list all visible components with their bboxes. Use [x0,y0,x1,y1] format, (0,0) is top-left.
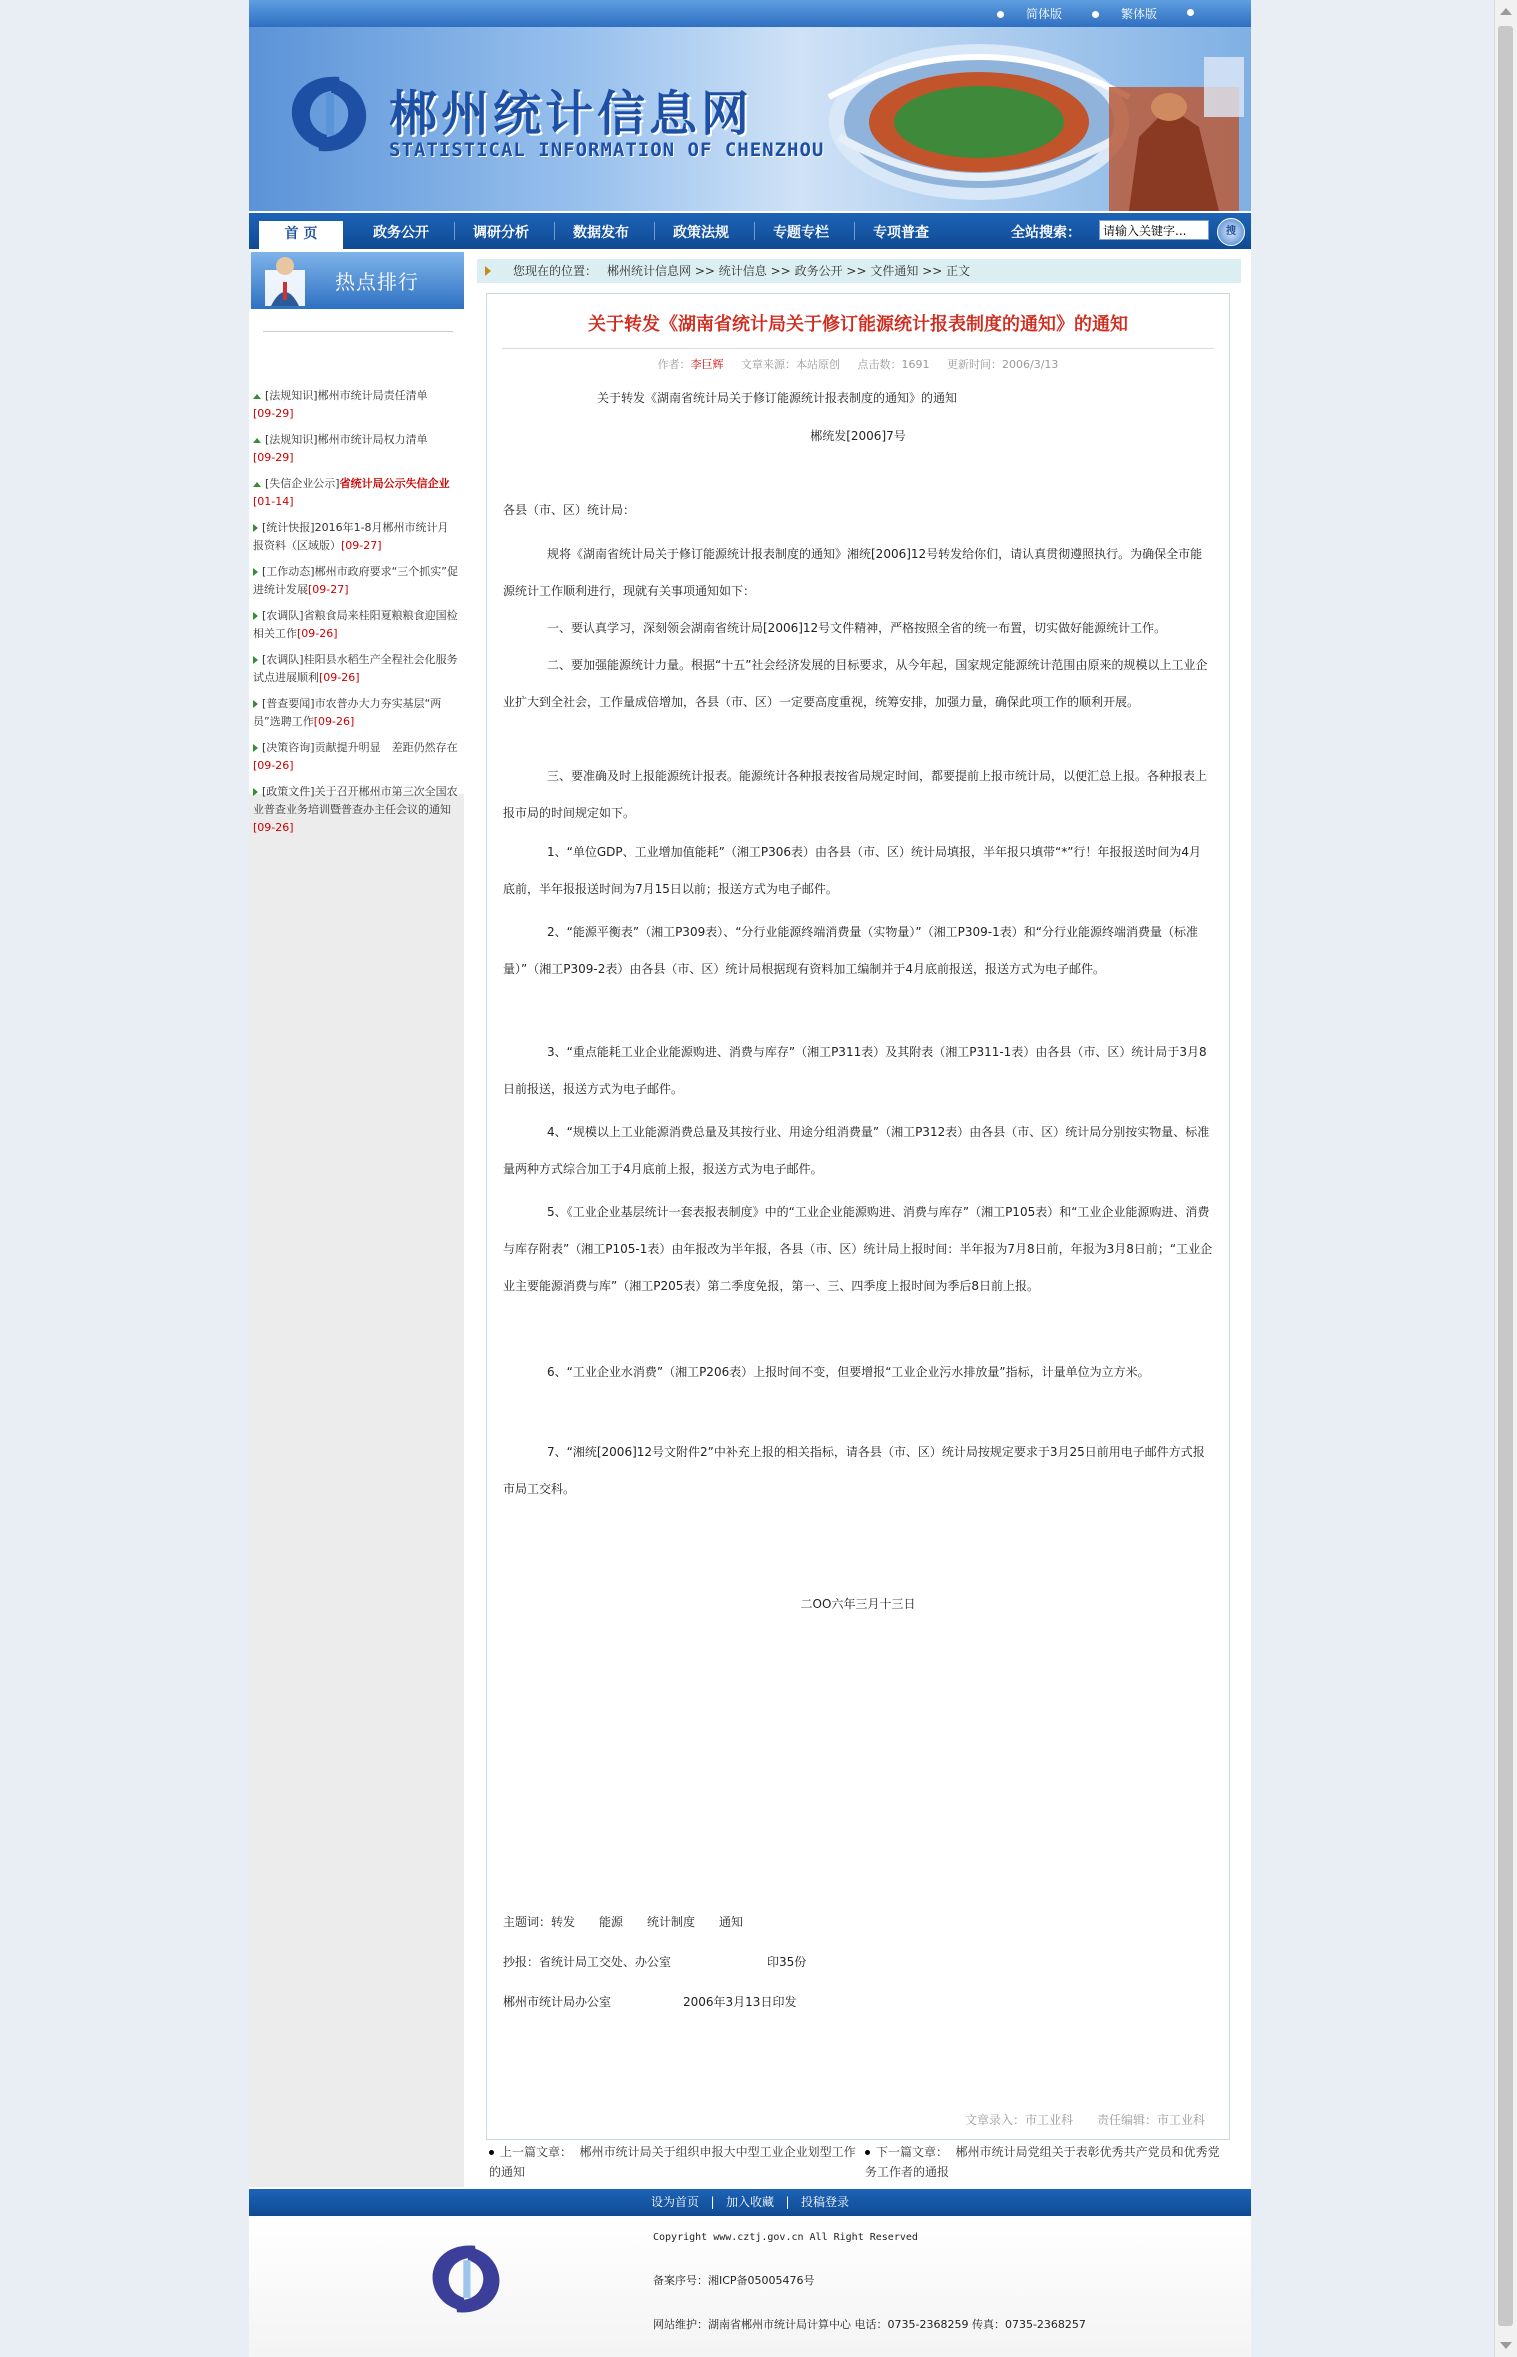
list-item-text[interactable]: [工作动态]郴州市政府要求“三个抓实”促进统计发展 [253,565,458,596]
article-paragraph: 1、“单位GDP、工业增加值能耗”（湘工P306表）由各县（市、区）统计局填报，半年报只填带“*”行！年报报送时间为4月底前，半年报报送时间为7月15日以前；报送方式为电子邮件。 [503,845,1202,896]
article-source: 文章来源：本站原创 [741,358,841,371]
list-item-date: [01-14] [253,495,294,508]
list-item-date: [09-27] [308,583,349,596]
scroll-down-arrow-icon[interactable] [1500,2342,1512,2349]
article-heading: 关于转发《湖南省统计局关于修订能源统计报表制度的通知》的通知 [597,391,958,405]
prev-label: 上一篇文章： [500,2145,573,2159]
nav-research[interactable]: 调研分析 [473,225,529,241]
bullet-icon [253,482,261,487]
list-item-date: [09-29] [253,407,294,420]
next-link[interactable]: 郴州市统计局党组关于表彰优秀共产党员和优秀党务工作者的通报 [865,2145,1220,2179]
article-paragraph: 4、“规模以上工业能源消费总量及其按行业、用途分组消费量”（湘工P312表）由各县（市、区）统计局分别按实物量、标准量两种方式综合加工于4月底前上报，报送方式为电子邮件。 [503,1125,1210,1176]
list-item[interactable] [253,387,458,423]
footer [249,2216,1251,2357]
article-paragraph: 2、“能源平衡表”（湘工P309表）、“分行业能源终端消费量（实物量）”（湘工P309-1表）和“分行业能源终端消费量（标准量）”（湘工P309-2表）由各县（市、区）统计局根据现有资料加工编制并于4月底前报送，报送方式为电子邮件。 [503,925,1198,976]
article-keywords: 主题词：转发 能源 统计制度 通知 [503,1915,744,1929]
author-label: 作者： [657,358,691,371]
bullet-icon [489,2150,494,2155]
breadcrumb-trail [607,259,970,283]
breadcrumb-link-stats[interactable]: 统计信息 [718,264,767,278]
add-favorite-link[interactable]: 加入收藏 [725,2195,774,2209]
list-item-highlight[interactable]: 省统计局公示失信企业 [339,477,450,490]
list-item[interactable] [253,651,458,687]
list-item-text[interactable]: [农调队]桂阳县水稻生产全程社会化服务试点进展顺利 [253,653,458,684]
next-label: 下一篇文章： [876,2145,949,2159]
bullet-icon [253,438,261,443]
nav-special-topics[interactable]: 专题专栏 [773,225,829,241]
search-label: 全站搜索： [1011,225,1081,241]
list-item-text[interactable]: [法规知识]郴州市统计局权力清单 [265,433,428,446]
list-item-date: [09-29] [253,451,294,464]
breadcrumb-link-gov[interactable]: 政务公开 [794,264,843,278]
article-panel [486,293,1230,2140]
article-paragraph: 5、《工业企业基层统计一套表报表制度》中的“工业企业能源购进、消费与库存”（湘工P105表）和“工业企业能源购进、消费与库存附表”（湘工P105-1表）由年报改为半年报，各县（市、区）统计局上报时间：半年报为7月8日前，年报为3月8日前；“工业企业主要能源消费与库”（湘工P205表）第二季度免报，第一、三、四季度上报时间为季后8日前上报。 [503,1205,1213,1293]
bullet-icon [253,788,258,796]
article-paragraph: 7、“湘统[2006]12号文附件2”中补充上报的相关指标，请各县（市、区）统计局按规定要求于3月25日前用电子邮件方式报市局工交科。 [503,1445,1205,1496]
scrollbar-thumb[interactable] [1498,26,1513,2326]
article-office: 郴州市统计局办公室 2006年3月13日印发 [503,1995,797,2009]
sidebar [249,252,464,2187]
bullet-icon [865,2150,870,2155]
breadcrumb-separator: >> [922,264,943,278]
article-paragraph: 一、要认真学习，深刻领会湖南省统计局[2006]12号文件精神，严格按照全省的统一布置，切实做好能源统计工作。 [547,621,1167,635]
copyright: Copyright www.cztj.gov.cn All Right Reserved [653,2232,918,2243]
search-button[interactable]: 搜 [1217,218,1245,246]
prev-article[interactable] [489,2142,859,2182]
list-item-text[interactable]: [政策文件]关于召开郴州市第三次全国农业普查业务培训暨普查办主任会议的通知 [253,785,458,816]
next-article[interactable] [865,2142,1229,2182]
bullet-icon [253,568,258,576]
nav-census[interactable]: 专项普查 [873,225,929,241]
list-item-text[interactable]: [农调队]省粮食局来桂阳夏粮粮食迎国检相关工作 [253,609,458,640]
top-strip [249,0,1251,27]
site-logo-icon [279,69,379,159]
article-updated: 更新时间：2006/3/13 [947,358,1059,371]
list-item-date: [09-26] [313,715,355,728]
breadcrumb-link-home[interactable]: 郴州统计信息网 [607,264,692,278]
bullet-icon [253,700,258,708]
nav-policy[interactable]: 政策法规 [673,225,729,241]
set-homepage-link[interactable]: 设为首页 [651,2195,700,2209]
list-item-date: [09-27] [341,539,382,552]
list-item-date: [09-26] [319,671,360,684]
simplified-label[interactable]: 简体版 [1026,7,1063,21]
prev-link[interactable]: 郴州市统计局关于组织申报大中型工业企业划型工作的通知 [489,2145,856,2179]
list-item-text[interactable]: [决策咨询]贡献提升明显 差距仍然存在 [262,741,458,754]
breadcrumb-arrow-icon [485,266,491,276]
bullet-icon [253,394,261,399]
site-banner [249,27,1251,211]
simplified-link[interactable] [997,5,1062,22]
list-item[interactable] [253,519,458,555]
list-item-date: [09-26] [253,821,294,834]
breadcrumb-lead: 您现在的位置： [513,264,598,278]
bullet-icon [1187,5,1194,19]
site-title: 郴州统计信息网 [389,86,754,142]
list-item-text[interactable]: [统计快报]2016年1-8月郴州市统计月报资料（区域版） [253,521,449,552]
bullet-icon [1092,11,1099,18]
breadcrumb-separator: >> [694,264,715,278]
article-paragraph: 3、“重点能耗工业企业能源购进、消费与库存”（湘工P311表）及其附表（湘工P311-1表）由各县（市、区）统计局于3月8日前报送，报送方式为电子邮件。 [503,1045,1207,1096]
list-item[interactable] [253,695,458,731]
breadcrumb-current: 正文 [946,264,971,278]
divider [502,348,1214,349]
article-meta [487,356,1229,372]
footer-logo-icon [421,2238,511,2320]
article-hits: 点击数：1691 [857,358,930,371]
bullet-icon [253,612,258,620]
list-item-date: [09-26] [253,759,294,772]
list-item[interactable] [253,783,458,837]
article-editor: 责任编辑：市工业科 [1097,2113,1206,2127]
page-container [249,0,1251,2357]
scroll-up-arrow-icon[interactable] [1500,8,1512,15]
bullet-icon [253,524,258,532]
list-item-text[interactable]: [普查要闻]市农普办大力夯实基层“两员”选聘工作 [253,697,442,728]
list-item[interactable] [253,431,458,467]
nav-home[interactable]: 首 页 [259,221,343,250]
breadcrumb [477,259,1241,283]
bullet-icon [253,744,258,752]
list-item-text[interactable]: [法规知识]郴州市统计局责任清单 [265,389,428,402]
hot-ranking-title: 热点排行 [335,270,419,294]
stadium-image [809,27,1251,211]
nav-gov-affairs[interactable]: 政务公开 [373,225,429,241]
article-paragraph: 二、要加强能源统计力量。根据“十五”社会经济发展的目标要求，从今年起，国家规定能源统计范围由原来的规模以上工业企业扩大到全社会，工作量成倍增加，各县（市、区）一定要高度重视，统筹安排，加强力量，确保此项工作的顺利开展。 [503,658,1208,709]
list-item-text[interactable]: [失信企业公示] [265,477,340,490]
submit-login-link[interactable]: 投稿登录 [800,2195,849,2209]
breadcrumb-separator: >> [846,264,867,278]
maintainer-info: 网站维护：湖南省郴州市统计局计算中心 电话：0735-2368259 传真：0735-2368257 [653,2318,1086,2331]
nav-data-release[interactable]: 数据发布 [573,225,629,241]
icp-number: 备案序号：湘ICP备05005476号 [653,2274,815,2287]
list-item-date: [09-26] [297,627,338,640]
article-docno: 郴统发[2006]7号 [810,429,906,443]
list-item[interactable] [253,739,458,775]
article-salutation: 各县（市、区）统计局： [503,503,636,517]
article-entered: 文章录入：市工业科 [965,2113,1074,2127]
list-item[interactable] [253,475,458,511]
bullet-icon [253,656,258,664]
traditional-link[interactable] [1092,5,1157,22]
main-nav [249,213,1251,249]
article-title: 关于转发《湖南省统计局关于修订能源统计报表制度的通知》的通知 [588,314,1128,335]
list-item[interactable] [253,563,458,599]
hot-ranking-header [251,252,464,309]
footer-links: 设为首页 | 加入收藏 | 投稿登录 [249,2189,1251,2216]
article-paragraph: 规将《湖南省统计局关于修订能源统计报表制度的通知》湘统[2006]12号转发给你们，请认真贯彻遵照执行。为确保全市能源统计工作顺利进行，现就有关事项通知如下： [503,547,1203,598]
article-paragraph: 三、要准确及时上报能源统计报表。能源统计各种报表按省局规定时间，都要提前上报市统计局，以便汇总上报。各种报表上报市局的时间规定如下。 [503,769,1208,820]
article-date: 二OO六年三月十三日 [800,1597,916,1611]
traditional-label[interactable]: 繁体版 [1121,7,1158,21]
article-paragraph: 6、“工业企业水消费”（湘工P206表）上报时间不变，但要增报“工业企业污水排放量”指标，计量单位为立方米。 [547,1365,1150,1379]
article-cc: 抄报：省统计局工交处、办公室 印35份 [503,1955,807,1969]
breadcrumb-separator: >> [770,264,791,278]
person-icon [259,252,319,309]
vertical-scrollbar[interactable] [1494,0,1517,2357]
search-input[interactable] [1099,220,1209,240]
list-item[interactable] [253,607,458,643]
site-subtitle: STATISTICAL INFORMATION OF CHENZHOU [389,139,825,161]
author-name: 李巨辉 [690,358,724,371]
hot-ranking-list [249,309,464,834]
bullet-icon [997,11,1004,18]
breadcrumb-link-notices[interactable]: 文件通知 [870,264,919,278]
